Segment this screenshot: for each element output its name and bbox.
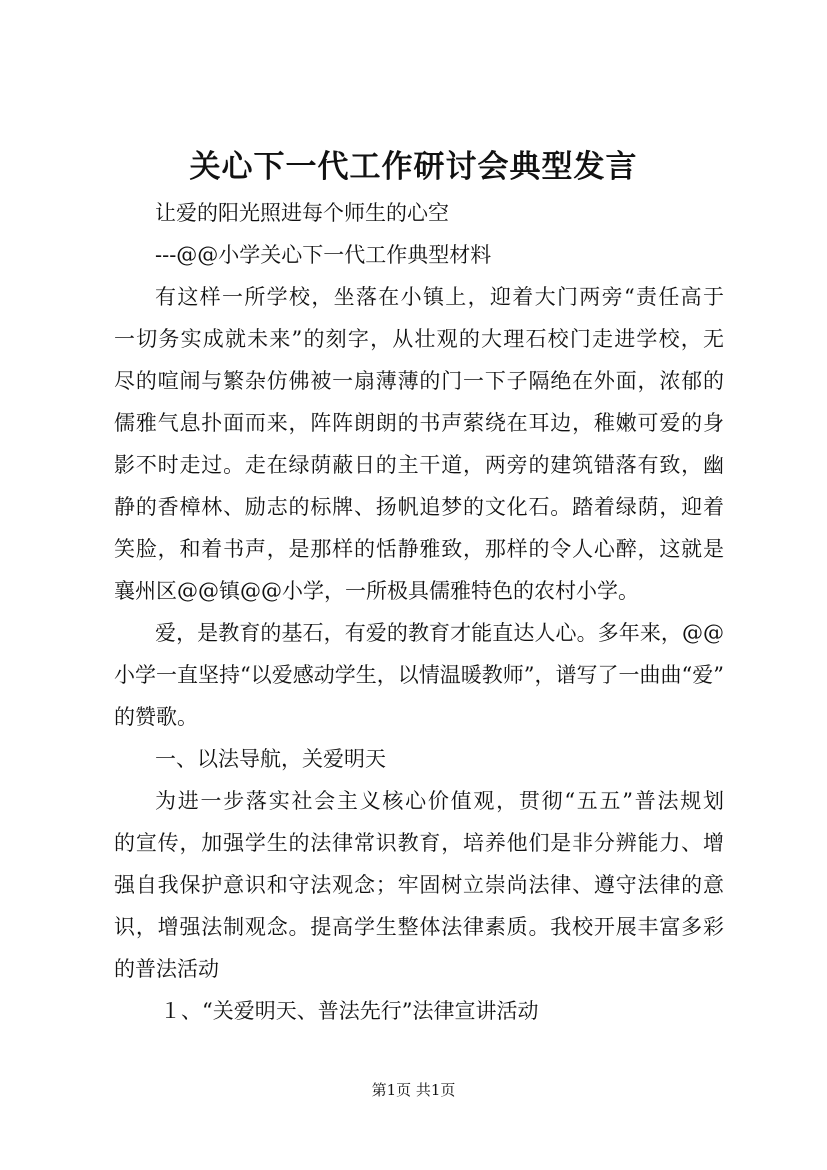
- paragraph-line: 识，增强法制观念。提高学生整体法律素质。我校开展丰富多彩: [114, 915, 724, 939]
- paragraph-line: 影不时走过。走在绿荫蔽日的主干道，两旁的建筑错落有致，幽: [114, 453, 724, 477]
- paragraph-line: 小学一直坚持“以爱感动学生，以情温暖教师”，谱写了一曲曲“爱”: [114, 663, 724, 687]
- document-title: 关心下一代工作研讨会典型发言: [189, 149, 638, 185]
- page-footer: 第1页 共1页: [371, 1081, 456, 1099]
- paragraph-line: 强自我保护意识和守法观念；牢固树立崇尚法律、遵守法律的意: [114, 873, 724, 897]
- paragraph-line: 有这样一所学校，坐落在小镇上，迎着大门两旁“责任高于: [155, 285, 724, 309]
- subsection-heading: １、“关爱明天、普法先行”法律宣讲活动: [160, 999, 539, 1023]
- paragraph-line: 爱，是教育的基石，有爱的教育才能直达人心。多年来，@@: [155, 621, 724, 645]
- subtitle-source: ---@@小学关心下一代工作典型材料: [155, 243, 492, 267]
- paragraph-line: 为进一步落实社会主义核心价值观，贯彻“五五”普法规划: [155, 789, 724, 813]
- paragraph-line: 襄州区@@镇@@小学，一所极具儒雅特色的农村小学。: [114, 579, 639, 603]
- paragraph-line: 的普法活动: [114, 957, 219, 981]
- paragraph-line: 的宣传，加强学生的法律常识教育，培养他们是非分辨能力、增: [114, 831, 724, 855]
- paragraph-line: 的赞歌。: [114, 705, 198, 729]
- paragraph-line: 尽的喧闹与繁杂仿佛被一扇薄薄的门一下子隔绝在外面，浓郁的: [114, 369, 724, 393]
- paragraph-line: 儒雅气息扑面而来，阵阵朗朗的书声萦绕在耳边，稚嫩可爱的身: [114, 411, 724, 435]
- subtitle: 让爱的阳光照进每个师生的心空: [155, 201, 449, 225]
- paragraph-line: 静的香樟林、励志的标牌、扬帆追梦的文化石。踏着绿荫，迎着: [114, 495, 724, 519]
- paragraph-line: 笑脸，和着书声，是那样的恬静雅致，那样的令人心醉，这就是: [114, 537, 724, 561]
- section-heading: 一、以法导航，关爱明天: [155, 747, 386, 771]
- paragraph-line: 一切务实成就未来”的刻字，从壮观的大理石校门走进学校，无: [114, 327, 724, 351]
